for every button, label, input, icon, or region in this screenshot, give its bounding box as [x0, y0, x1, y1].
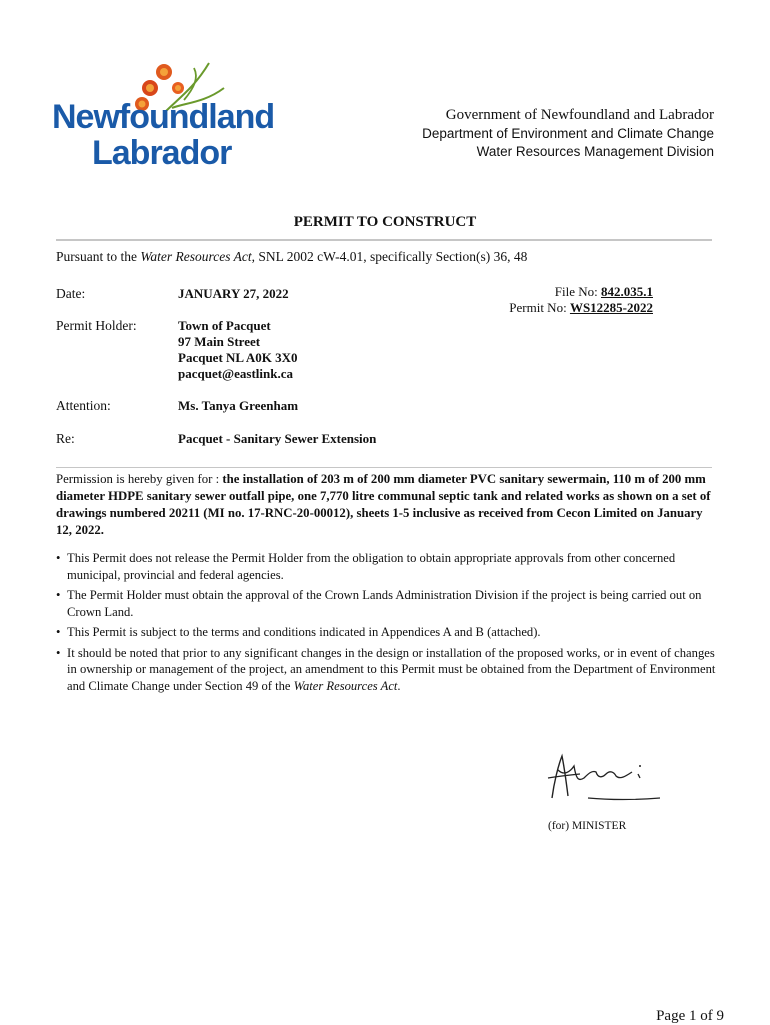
logo-wordmark-labrador: Labrador: [92, 134, 232, 172]
department-name: Department of Environment and Climate Change: [422, 126, 714, 141]
file-reference-block: [509, 284, 653, 316]
division-name: Water Resources Management Division: [476, 144, 714, 159]
attention-value: Ms. Tanya Greenham: [178, 398, 299, 413]
government-name: Government of Newfoundland and Labrador: [445, 107, 714, 123]
signer-title: (for) MINISTER: [548, 820, 627, 832]
logo-wordmark-newfoundland: Newfoundland: [52, 98, 275, 136]
section-divider: [56, 467, 712, 468]
page-number: Page 1 of 9: [656, 1008, 724, 1024]
permit-holder-address: [178, 318, 298, 382]
government-logo: [52, 58, 275, 173]
pursuant-prefix: Pursuant to the: [56, 249, 141, 264]
permission-prefix: Permission is hereby given for :: [56, 472, 223, 486]
pursuant-suffix: , SNL 2002 cW-4.01, specifically Section(s) 36, 48: [251, 249, 528, 264]
signature-icon: [540, 748, 665, 806]
condition-text: This Permit does not release the Permit Holder from the obligation to obtain appropriate approvals from other concerned municipal, provincial and federal agencies.: [67, 551, 676, 582]
permit-holder-label: Permit Holder:: [56, 318, 137, 333]
permission-details: the installation of 203 m of 200 mm diameter PVC sanitary sewermain, 110 m of 200 mm diameter HDPE sanitary sewer outfall pipe, one 7,770 litre communal septic tank and related works as shown on a set of drawings numbered 20211 (MI no. 17-RNC-20-00012), sheets 1-5 inclusive as received from Cecon Limited on January 12, 2022.: [56, 472, 711, 537]
condition-text: The Permit Holder must obtain the approval of the Crown Lands Administration Division if the project is being carried out on Crown Land.: [67, 588, 702, 619]
file-number-label: File No:: [554, 284, 598, 299]
date-value: JANUARY 27, 2022: [178, 286, 289, 301]
condition-text: It should be noted that prior to any significant changes in the design or installation of the proposed works, or in event of changes in ownership or management of the project, an amendment to this Permit must be obtained from the Department of Environment and Climate Change under Section 49 of the: [67, 645, 716, 693]
list-item: [56, 645, 716, 695]
permit-number-label: Permit No:: [509, 300, 567, 315]
act-name: Water Resources Act: [140, 249, 252, 264]
attention-label: Attention:: [56, 398, 111, 413]
date-label: Date:: [56, 286, 86, 301]
file-number-value: 842.035.1: [601, 284, 653, 299]
holder-email: pacquet@eastlink.ca: [178, 366, 294, 381]
holder-city: Pacquet NL A0K 3X0: [178, 350, 298, 365]
conditions-list: [56, 550, 716, 698]
re-label: Re:: [56, 431, 75, 446]
title-divider: [56, 239, 712, 241]
document-title: PERMIT TO CONSTRUCT: [293, 214, 477, 230]
holder-street: 97 Main Street: [178, 334, 261, 349]
condition-text: This Permit is subject to the terms and conditions indicated in Appendices A and B (attached).: [67, 625, 541, 639]
act-name: Water Resources Act: [293, 678, 398, 693]
file-number-row: [509, 284, 653, 300]
permit-number-value: WS12285-2022: [569, 300, 653, 315]
list-item: [56, 550, 716, 583]
condition-end: .: [397, 678, 401, 693]
pursuant-statement: [56, 249, 527, 265]
list-item: [56, 624, 716, 641]
permission-statement: [56, 471, 714, 539]
re-value: Pacquet - Sanitary Sewer Extension: [178, 431, 377, 446]
holder-name: Town of Pacquet: [178, 318, 271, 333]
permit-number-row: [509, 300, 653, 316]
list-item: [56, 587, 716, 620]
